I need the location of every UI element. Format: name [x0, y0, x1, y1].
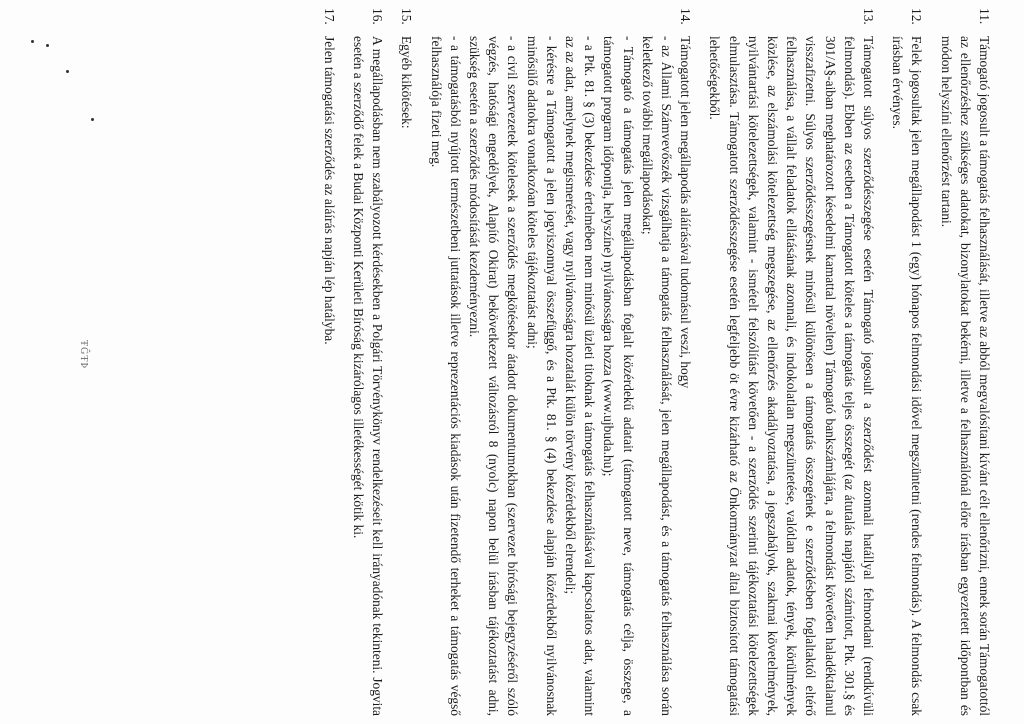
section-17: [320, 8, 339, 716]
scan-speck: [31, 40, 34, 43]
scan-speck: [91, 118, 94, 121]
section-text: Támogató jogosult a támogatás felhasználását, illetve az abból megvalósítani kívánt célt ellenőrizni, ennek során Támogatottól az ellenőrzéshez szükséges adatokat, bizonylatokat bekérni, illetve a felhasználónál előre írásban egyeztetett időpontban és módon helyszíni ellenőrzést tartani.: [938, 36, 992, 716]
section-number: 17.: [321, 8, 337, 25]
scan-speck: [66, 70, 69, 73]
section-list-item: - Támogató a támogatás jelen megállapodásban foglalt közérdekű adatait (támogatott neve, támogatás célja, összege, a támogatott program időpontja, helyszíne) nyilvánosságra hozza (www.ujbuda.hu);: [601, 36, 636, 716]
section-text: Támogatott jelen megállapodás aláírásával tudomásul veszi, hogy: [678, 36, 694, 389]
scan-speck: [46, 44, 49, 47]
section-text: Jelen támogatási szerződés az aláírás napján lép hatályba.: [321, 36, 337, 345]
section-14: [426, 8, 695, 716]
section-text: Egyéb kikötések:: [399, 36, 415, 129]
section-text: Támogatott súlyos szerződésszegése esetén Támogató jogosult a szerződést azonnali hatállyal felmondani (rendkívüli felmondás). Ebben az esetben a Támogatott köteles a támogatás teljes összegét (az átutalás napjától számított, Ptk. 301.§ és 301/A§-aiban meghatározott késedelmi kamattal növelten) Támogató bankszámlájára, a felmondást követően haladéktalanul visszafizetni. Súlyos szerződésszegésnek minősül különösen a támogatás összegének e szerződésben foglaltaktól eltérő felhasználása, a vállalt feladatok ellátásának azonnali, és indokolatlan megszüntetése, valótlan adatok, tények, körülmények közlése, az elszámolási kötelezettség megszegése, az ellenőrzés akadályoztatása, a jogszabályok, szakmai követelmények, nyilvántartási kötelezettségek, valamint - ismételt felszólítást követően - a szerződés szerinti tájékoztatási kötelezettségek elmulasztása. Támogatott szerződésszegése esetén legfeljebb öt évre kizárható az Önkormányzat által biztosított támogatási lehetőségekből.: [707, 36, 876, 716]
section-16: [349, 8, 387, 716]
section-11: [936, 8, 994, 716]
section-list-item: - a támogatásból nyújtott természetbeni juttatások illetve reprezentációs kiadások után fizetendő terheket a támogatás végső felhasználója fizeti meg.: [428, 36, 463, 716]
section-number: 15.: [399, 8, 415, 25]
document-body: [320, 8, 1005, 716]
stamp-mark: ŦĜŦÞ: [78, 340, 89, 369]
section-number: 16.: [370, 8, 386, 25]
section-list-item: - az Állami Számvevőszék vizsgálhatja a támogatás felhasználását, jelen megállapodást, és a támogatás felhasználása során keletkező további megállapodásokat;: [639, 36, 674, 716]
section-text: Felek jogosultak jelen megállapodást 1 (egy) hónapos felmondási idővel megszüntetni (rendes felmondás). A felmondás csak írásban érvényes.: [890, 36, 925, 716]
section-15: [397, 8, 416, 716]
section-13: [705, 8, 878, 716]
section-number: 11.: [977, 8, 992, 25]
section-number: 12.: [909, 8, 925, 25]
section-list-item: - a civil szervezetek kötelesek a szerződés megkötésekor átadott dokumentumokban (szervezet bírósági bejegyzéséről szóló végzés, hatósági engedélyek, Alapító Okirat) bekövetkezett változásról 8 (nyolc) napon belül írásban tájékoztatást adni, szükség esetén a szerződés módosítását kezdeményezni.: [466, 36, 521, 716]
section-number: 13.: [860, 8, 876, 25]
section-text: A megállapodásban nem szabályozott kérdésekben a Polgári Törvénykönyv rendelkezéseit kell irányadónak tekinteni. Jogvita esetén a szerződő felek a Budai Központi Kerületi Bíróság kizárólagos illetékességét kötik ki.: [350, 36, 386, 716]
section-12: [888, 8, 926, 716]
section-number: 14.: [678, 8, 694, 25]
section-list-item: - a Ptk. 81. § (3) bekezdése értelmében nem minősül üzleti titoknak a támogatás felhasználásával kapcsolatos adat, valamint az az adat, amelynek megismerését, vagy nyilvánosságra hozatalát külön törvény közérdekből elrendeli;: [562, 36, 598, 716]
section-list-item: - kérésre a Támogatott a jelen jogviszonnyal összefüggő, és a Ptk. 81. § (4) bekezdése alapján közérdekből nyilvánosnak minősülő adatokra vonatkozóan köteles tájékoztatást adni;: [524, 36, 559, 716]
